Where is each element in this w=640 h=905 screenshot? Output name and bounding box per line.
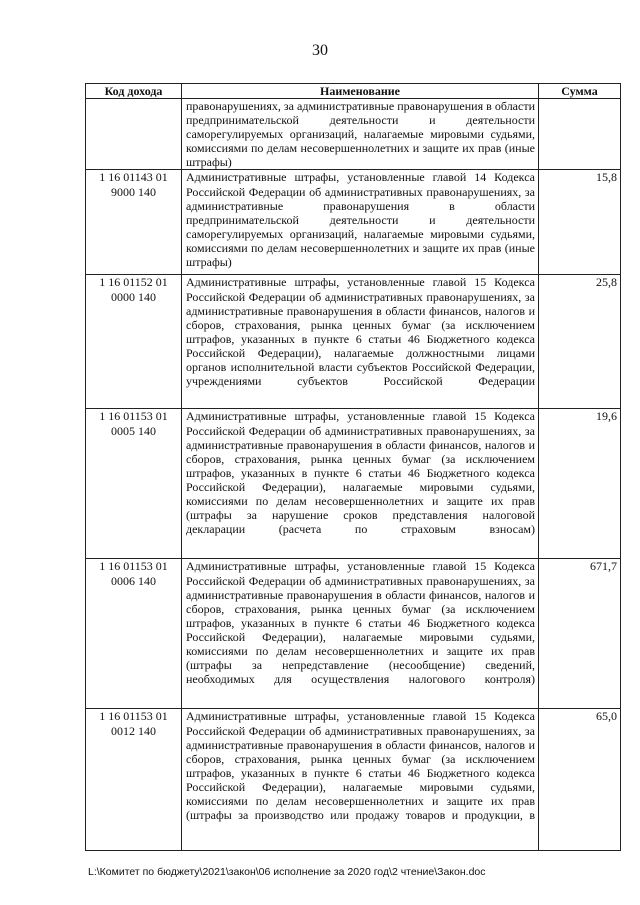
income-name: Административные штрафы, установленные главой 15 Кодекса Российской Федерации об административных правонарушениях, за административные правонарушения в области финансов, налогов и сборов, страхования, рынка ценных бумаг (за исключением штрафов, указанных в пункте 6 статьи 46 Бюджетного кодекса Российской Федерации), налагаемые мировыми судьями, комиссиями по делам несовершеннолетних и защите их прав (штрафы за производство или продажу товаров и продукции, в bbox=[182, 709, 539, 851]
income-name: Административные штрафы, установленные главой 15 Кодекса Российской Федерации об административных правонарушениях, за административные правонарушения в области финансов, налогов и сборов, страхования, рынка ценных бумаг (за исключением штрафов, указанных в пункте 6 статьи 46 Бюджетного кодекса Российской Федерации), налагаемые мировыми судьями, комиссиями по делам несовершеннолетних и защите их прав (штрафы за непредставление (несообщение) сведений, необходимых для осуществления налогового контроля) bbox=[182, 559, 539, 709]
income-name: Административные штрафы, установленные главой 15 Кодекса Российской Федерации об административных правонарушениях, за административные правонарушения в области финансов, налогов и сборов, страхования, рынка ценных бумаг (за исключением штрафов, указанных в пункте 6 статьи 46 Бюджетного кодекса Российской Федерации), налагаемые должностными лицами органов исполнительной власти субъектов Российской Федерации, учреждениями субъектов Российской Федерации bbox=[182, 275, 539, 409]
page-number: 30 bbox=[312, 42, 328, 59]
header-code: Код дохода bbox=[86, 84, 182, 99]
income-name: правонарушениях, за административные правонарушения в области предпринимательской деятельности и деятельности саморегулируемых организаций, налагаемые мировыми судьями, комиссиями по делам несовершеннолетних и защите их прав (иные штрафы) bbox=[182, 99, 539, 170]
income-name: Административные штрафы, установленные главой 14 Кодекса Российской Федерации об административных правонарушениях, за административные правонарушения в области предпринимательской деятельности и деятельности саморегулируемых организаций, налагаемые мировыми судьями, комиссиями по делам несовершеннолетних и защите их прав (иные штрафы) bbox=[182, 170, 539, 275]
income-amount: 19,6 bbox=[539, 409, 621, 559]
income-amount: 65,0 bbox=[539, 709, 621, 851]
table-header-row bbox=[86, 84, 621, 99]
file-path-footer: L:\Комитет по бюджету\2021\закон\06 исполнение за 2020 год\2 чтение\Закон.doc bbox=[88, 866, 486, 878]
header-name: Наименование bbox=[182, 84, 539, 99]
income-code: 1 16 01153 01 0006 140 bbox=[86, 559, 182, 709]
table-row bbox=[86, 409, 621, 559]
income-code: 1 16 01143 01 9000 140 bbox=[86, 170, 182, 275]
income-amount bbox=[539, 99, 621, 170]
income-name: Административные штрафы, установленные главой 15 Кодекса Российской Федерации об административных правонарушениях, за административные правонарушения в области финансов, налогов и сборов, страхования, рынка ценных бумаг (за исключением штрафов, указанных в пункте 6 статьи 46 Бюджетного кодекса Российской Федерации), налагаемые мировыми судьями, комиссиями по делам несовершеннолетних и защите их прав (штрафы за нарушение сроков представления налоговой декларации (расчета по страховым взносам) bbox=[182, 409, 539, 559]
income-code: 1 16 01153 01 0012 140 bbox=[86, 709, 182, 851]
table-row bbox=[86, 99, 621, 170]
income-code: 1 16 01152 01 0000 140 bbox=[86, 275, 182, 409]
table-row bbox=[86, 170, 621, 275]
table-row bbox=[86, 709, 621, 851]
income-code bbox=[86, 99, 182, 170]
income-code: 1 16 01153 01 0005 140 bbox=[86, 409, 182, 559]
table-row bbox=[86, 275, 621, 409]
revenue-table bbox=[85, 83, 621, 851]
income-amount: 671,7 bbox=[539, 559, 621, 709]
income-amount: 25,8 bbox=[539, 275, 621, 409]
table-row bbox=[86, 559, 621, 709]
header-amount: Сумма bbox=[539, 84, 621, 99]
income-amount: 15,8 bbox=[539, 170, 621, 275]
